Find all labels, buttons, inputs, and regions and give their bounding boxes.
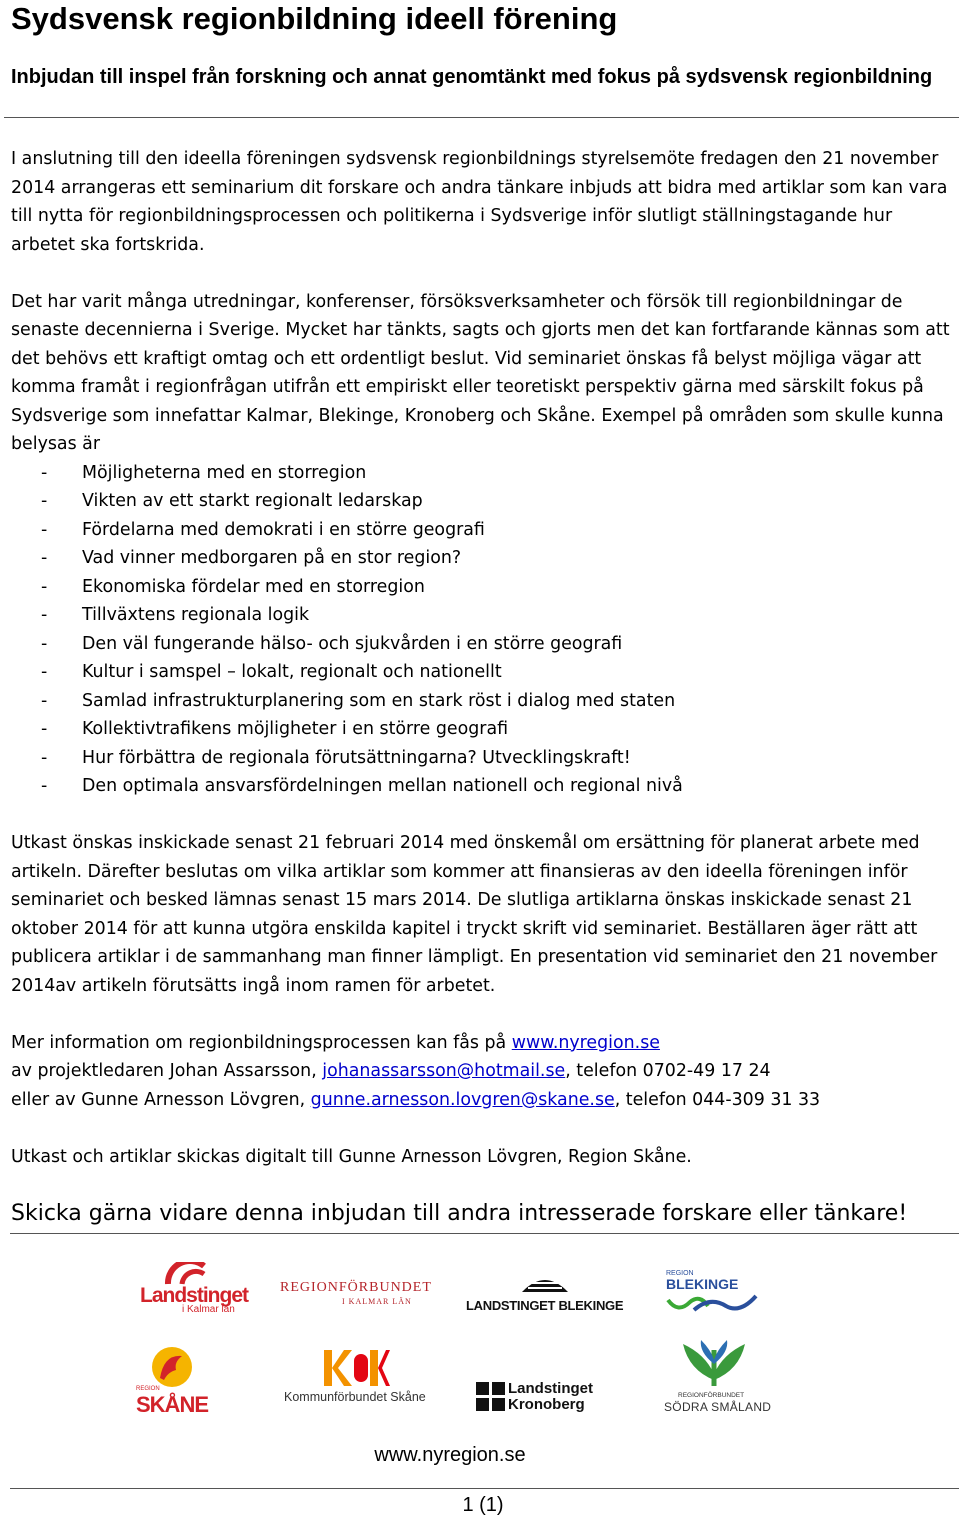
list-item: - Fördelarna med demokrati i en större geografi <box>41 519 485 540</box>
region-skane-logo <box>134 1346 210 1416</box>
contact-line-3: eller av Gunne Arnesson Lövgren, gunne.arnesson.lovgren@skane.se, telefon 044-309 31 33 <box>11 1089 821 1110</box>
topic-list <box>11 459 956 801</box>
list-item: - Möjligheterna med en storregion <box>41 462 367 483</box>
intro-paragraph: I anslutning till den ideella föreningen sydsvensk regionbildnings styrelsemöte fredagen den 21 november 2014 arrangeras ett seminarium dit forskare och andra tänkare inbjuds att bidra med artiklar som kan vara till nytta för regionbildningsprocessen och politikerna i Sydsverige inför slutligt ställningstagande hur arbetet ska fortskrida. <box>11 149 948 255</box>
closing-call: Skicka gärna vidare denna inbjudan till andra intresserade forskare eller tänkare! <box>11 1201 908 1226</box>
regionforbundet-kalmar-wordmark: REGIONFÖRBUNDET <box>280 1280 432 1295</box>
landstinget-kalmar-subtext: i Kalmar län <box>182 1304 235 1315</box>
list-item: - Vad vinner medborgaren på en stor region? <box>41 548 462 568</box>
regionforbundet-sodra-topline: REGIONFÖRBUNDET <box>678 1392 745 1399</box>
list-item: - Hur förbättra de regionala förutsättningarna? Utvecklingskraft! <box>41 747 631 768</box>
landstinget-kronoberg-logo <box>476 1380 606 1416</box>
landstinget-kronoberg-line1: Landstinget <box>508 1380 593 1397</box>
page-number: 1 (1) <box>462 1494 504 1516</box>
list-item: - Ekonomiska fördelar med en storregion <box>41 576 425 597</box>
background-paragraph: Det har varit många utredningar, konferenser, försöksverksamheter och försök till regionbildningar de senaste decennierna i Sverige. Mycket har tänkts, sagts och gjorts men det kan fortfarande kännas som att det behövs ett kraftigt omtag och ett ordentligt beslut. Vid seminariet önskas få belyst möjliga vägar att komma framåt i regionfrågan utifrån ett empiriskt eller teoretiskt perspektiv gärna med särskilt fokus på Sydsverige som innefattar Kalmar, Blekinge, Kronoberg och Skåne. Exempel på områden som skulle kunna belysas är <box>11 291 950 454</box>
footer-divider <box>10 1488 959 1489</box>
list-item: - Kollektivtrafikens möjligheter i en större geografi <box>41 719 509 739</box>
assarsson-email-link[interactable]: johanassarsson@hotmail.se <box>322 1061 566 1081</box>
region-blekinge-topline: REGION <box>666 1270 694 1277</box>
landstinget-kalmar-arc-icon <box>138 1262 234 1286</box>
list-item: - Samlad infrastrukturplanering som en stark röst i dialog med staten <box>41 690 676 711</box>
list-item: - Den optimala ansvarsfördelningen mellan nationell och regional nivå <box>41 776 683 796</box>
region-skane-topline: REGION <box>136 1386 160 1392</box>
regionforbundet-kalmar-logo <box>280 1280 435 1310</box>
landstinget-kronoberg-line2: Kronoberg <box>508 1396 585 1413</box>
blekinge-crown-icon <box>520 1272 570 1294</box>
deadlines-paragraph: Utkast önskas inskickade senast 21 februari 2014 med önskemål om ersättning för planerat arbete med artikeln. Därefter beslutas om vilka artiklar som kommer att finansieras av den ideella föreningen inför seminariet och besked lämnas senast 15 mars 2014. De slutliga artiklarna önskas inskickade senast 21 oktober 2014 för att kunna utgöra enskilda kapitel i tryckt skrift vid seminariet. Beställaren äger rätt att publicera artiklar i de sammanhang man finner lämpligt. En presentation vid seminariet den 21 november 2014av artikeln förutsätts ingå inom ramen för arbetet. <box>11 833 938 996</box>
contact-line-2: av projektledaren Johan Assarsson, johanassarsson@hotmail.se, telefon 0702-49 17 24 <box>11 1061 771 1081</box>
region-blekinge-wordmark: BLEKINGE <box>666 1276 739 1292</box>
skane-griffin-icon <box>142 1346 202 1388</box>
document-subtitle: Inbjudan till inspel från forskning och annat genomtänkt med fokus på sydsvensk regionbildning <box>11 66 933 88</box>
regionforbundet-kalmar-subtext: I KALMAR LÄN <box>342 1297 412 1306</box>
kommunforbundet-skane-logo <box>284 1348 434 1408</box>
list-item: - Kultur i samspel – lokalt, regionalt och nationellt <box>41 662 502 682</box>
landstinget-kalmar-wordmark: Landstinget <box>140 1284 248 1307</box>
region-skane-wordmark: SKÅNE <box>136 1392 209 1417</box>
sodra-smaland-flower-icon <box>679 1340 749 1388</box>
landstinget-blekinge-logo <box>466 1272 626 1316</box>
ksk-mark-icon <box>324 1348 390 1388</box>
list-item: - Vikten av ett starkt regionalt ledarskap <box>41 491 423 511</box>
list-item: - Den väl fungerande hälso- och sjukvården i en större geografi <box>41 633 623 654</box>
kronoberg-squares-icon <box>476 1382 506 1412</box>
document-title: Sydsvensk regionbildning ideell förening <box>11 1 618 36</box>
blekinge-wave-icon <box>664 1292 760 1316</box>
footer-url: www.nyregion.se <box>374 1444 526 1466</box>
contact-line-1: Mer information om regionbildningsprocessen kan fås på www.nyregion.se <box>11 1032 660 1053</box>
lovgren-email-link[interactable]: gunne.arnesson.lovgren@skane.se <box>310 1089 615 1110</box>
regionforbundet-sodra-wordmark: SÖDRA SMÅLAND <box>664 1400 772 1414</box>
region-blekinge-logo <box>664 1270 760 1316</box>
kommunforbundet-skane-wordmark: Kommunförbundet Skåne <box>284 1390 426 1404</box>
closing-divider <box>10 1233 959 1234</box>
nyregion-link[interactable]: www.nyregion.se <box>511 1032 660 1053</box>
list-item: - Tillväxtens regionala logik <box>41 605 310 625</box>
landstinget-blekinge-wordmark: LANDSTINGET BLEKINGE <box>466 1298 624 1313</box>
heading-divider <box>4 117 959 118</box>
regionforbundet-sodra-smaland-logo <box>664 1340 772 1416</box>
landstinget-kalmar-logo <box>138 1262 248 1316</box>
document-body <box>11 145 956 1171</box>
submit-paragraph: Utkast och artiklar skickas digitalt till Gunne Arnesson Lövgren, Region Skåne. <box>11 1146 692 1167</box>
